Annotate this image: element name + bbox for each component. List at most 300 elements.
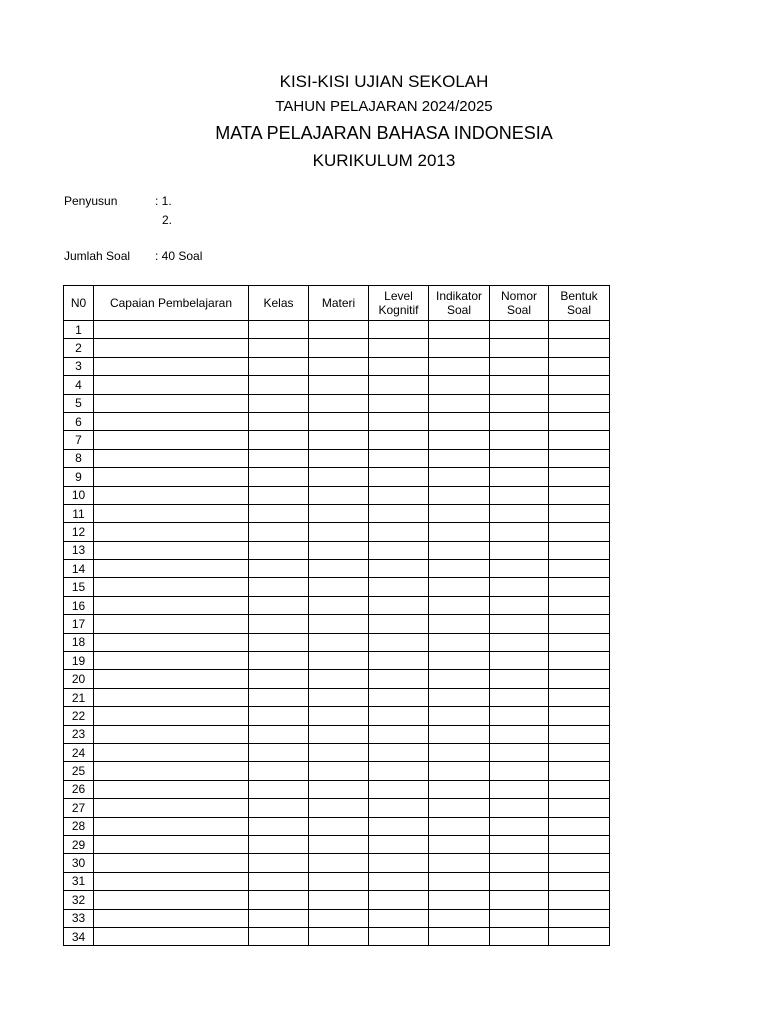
level-kognitif-cell[interactable]	[369, 891, 429, 909]
capaian-cell[interactable]	[94, 468, 249, 486]
indikator-soal-cell[interactable]	[429, 909, 490, 927]
table-row	[64, 431, 610, 449]
capaian-cell[interactable]	[94, 652, 249, 670]
nomor-soal-cell[interactable]	[490, 891, 549, 909]
level-kognitif-cell[interactable]	[369, 743, 429, 761]
kelas-cell[interactable]	[249, 927, 309, 945]
bentuk-soal-cell[interactable]	[549, 780, 610, 798]
row-number-cell: 19	[64, 652, 94, 670]
materi-cell[interactable]	[309, 431, 369, 449]
materi-cell[interactable]	[309, 799, 369, 817]
level-kognitif-cell[interactable]	[369, 854, 429, 872]
bentuk-soal-cell[interactable]	[549, 817, 610, 835]
bentuk-soal-cell[interactable]	[549, 449, 610, 467]
level-kognitif-cell[interactable]	[369, 688, 429, 706]
indikator-soal-cell[interactable]	[429, 872, 490, 890]
bentuk-soal-cell[interactable]	[549, 615, 610, 633]
indikator-soal-cell[interactable]	[429, 578, 490, 596]
nomor-soal-cell[interactable]	[490, 596, 549, 614]
kelas-cell[interactable]	[249, 578, 309, 596]
materi-cell[interactable]	[309, 376, 369, 394]
materi-cell[interactable]	[309, 486, 369, 504]
indikator-soal-cell[interactable]	[429, 854, 490, 872]
indikator-soal-cell[interactable]	[429, 376, 490, 394]
table-row	[64, 762, 610, 780]
materi-cell[interactable]	[309, 633, 369, 651]
indikator-soal-cell[interactable]	[429, 799, 490, 817]
kelas-cell[interactable]	[249, 596, 309, 614]
materi-cell[interactable]	[309, 854, 369, 872]
row-number-cell: 4	[64, 376, 94, 394]
kelas-cell[interactable]	[249, 339, 309, 357]
table-row	[64, 339, 610, 357]
bentuk-soal-cell[interactable]	[549, 376, 610, 394]
kelas-cell[interactable]	[249, 835, 309, 853]
bentuk-soal-cell[interactable]	[549, 799, 610, 817]
materi-cell[interactable]	[309, 321, 369, 339]
kelas-cell[interactable]	[249, 394, 309, 412]
level-kognitif-cell[interactable]	[369, 652, 429, 670]
level-kognitif-cell[interactable]	[369, 541, 429, 559]
kelas-cell[interactable]	[249, 817, 309, 835]
level-kognitif-cell[interactable]	[369, 321, 429, 339]
level-kognitif-cell[interactable]	[369, 799, 429, 817]
capaian-cell[interactable]	[94, 909, 249, 927]
materi-cell[interactable]	[309, 615, 369, 633]
capaian-cell[interactable]	[94, 707, 249, 725]
indikator-soal-cell[interactable]	[429, 633, 490, 651]
row-number-cell: 10	[64, 486, 94, 504]
col-header-kelas: Kelas	[249, 286, 309, 321]
indikator-soal-cell[interactable]	[429, 652, 490, 670]
materi-cell[interactable]	[309, 762, 369, 780]
table-row	[64, 799, 610, 817]
materi-cell[interactable]	[309, 927, 369, 945]
penyusun-value-1: : 1.	[155, 194, 172, 208]
kelas-cell[interactable]	[249, 670, 309, 688]
capaian-cell[interactable]	[94, 835, 249, 853]
capaian-cell[interactable]	[94, 688, 249, 706]
table-row	[64, 615, 610, 633]
level-kognitif-cell[interactable]	[369, 780, 429, 798]
kelas-cell[interactable]	[249, 799, 309, 817]
nomor-soal-cell[interactable]	[490, 523, 549, 541]
row-number-cell: 24	[64, 743, 94, 761]
penyusun-value-2: 2.	[162, 213, 173, 227]
table-row	[64, 854, 610, 872]
capaian-cell[interactable]	[94, 799, 249, 817]
bentuk-soal-cell[interactable]	[549, 468, 610, 486]
bentuk-soal-cell[interactable]	[549, 486, 610, 504]
indikator-soal-cell[interactable]	[429, 394, 490, 412]
row-number-cell: 13	[64, 541, 94, 559]
academic-year: TAHUN PELAJARAN 2024/2025	[275, 98, 493, 115]
materi-cell[interactable]	[309, 412, 369, 430]
capaian-cell[interactable]	[94, 321, 249, 339]
indikator-soal-cell[interactable]	[429, 449, 490, 467]
kelas-cell[interactable]	[249, 725, 309, 743]
level-kognitif-cell[interactable]	[369, 578, 429, 596]
nomor-soal-cell[interactable]	[490, 468, 549, 486]
row-number-cell: 30	[64, 854, 94, 872]
materi-cell[interactable]	[309, 357, 369, 375]
capaian-cell[interactable]	[94, 504, 249, 522]
capaian-cell[interactable]	[94, 891, 249, 909]
table-row	[64, 541, 610, 559]
materi-cell[interactable]	[309, 652, 369, 670]
bentuk-soal-cell[interactable]	[549, 578, 610, 596]
indikator-soal-cell[interactable]	[429, 560, 490, 578]
capaian-cell[interactable]	[94, 357, 249, 375]
capaian-cell[interactable]	[94, 560, 249, 578]
row-number-cell: 31	[64, 872, 94, 890]
indikator-soal-cell[interactable]	[429, 780, 490, 798]
bentuk-soal-cell[interactable]	[549, 762, 610, 780]
indikator-soal-cell[interactable]	[429, 817, 490, 835]
row-number-cell: 22	[64, 707, 94, 725]
nomor-soal-cell[interactable]	[490, 725, 549, 743]
penyusun-label: Penyusun	[64, 194, 118, 208]
nomor-soal-cell[interactable]	[490, 449, 549, 467]
bentuk-soal-cell[interactable]	[549, 891, 610, 909]
materi-cell[interactable]	[309, 909, 369, 927]
kelas-cell[interactable]	[249, 707, 309, 725]
materi-cell[interactable]	[309, 872, 369, 890]
nomor-soal-cell[interactable]	[490, 339, 549, 357]
materi-cell[interactable]	[309, 891, 369, 909]
materi-cell[interactable]	[309, 743, 369, 761]
row-number-cell: 32	[64, 891, 94, 909]
table-row	[64, 835, 610, 853]
materi-cell[interactable]	[309, 596, 369, 614]
level-kognitif-cell[interactable]	[369, 560, 429, 578]
indikator-soal-cell[interactable]	[429, 688, 490, 706]
nomor-soal-cell[interactable]	[490, 486, 549, 504]
col-header-materi: Materi	[309, 286, 369, 321]
bentuk-soal-cell[interactable]	[549, 431, 610, 449]
capaian-cell[interactable]	[94, 725, 249, 743]
kelas-cell[interactable]	[249, 652, 309, 670]
capaian-cell[interactable]	[94, 854, 249, 872]
materi-cell[interactable]	[309, 523, 369, 541]
indikator-soal-cell[interactable]	[429, 835, 490, 853]
level-kognitif-cell[interactable]	[369, 707, 429, 725]
table-row	[64, 652, 610, 670]
bentuk-soal-cell[interactable]	[549, 707, 610, 725]
level-kognitif-cell[interactable]	[369, 504, 429, 522]
nomor-soal-cell[interactable]	[490, 799, 549, 817]
kelas-cell[interactable]	[249, 854, 309, 872]
row-number-cell: 3	[64, 357, 94, 375]
bentuk-soal-cell[interactable]	[549, 652, 610, 670]
row-number-cell: 9	[64, 468, 94, 486]
kelas-cell[interactable]	[249, 321, 309, 339]
bentuk-soal-cell[interactable]	[549, 743, 610, 761]
materi-cell[interactable]	[309, 468, 369, 486]
nomor-soal-cell[interactable]	[490, 927, 549, 945]
table-row	[64, 449, 610, 467]
bentuk-soal-cell[interactable]	[549, 321, 610, 339]
capaian-cell[interactable]	[94, 412, 249, 430]
row-number-cell: 21	[64, 688, 94, 706]
row-number-cell: 17	[64, 615, 94, 633]
capaian-cell[interactable]	[94, 339, 249, 357]
kelas-cell[interactable]	[249, 504, 309, 522]
bentuk-soal-cell[interactable]	[549, 339, 610, 357]
kisi-kisi-table	[63, 285, 610, 946]
materi-cell[interactable]	[309, 449, 369, 467]
nomor-soal-cell[interactable]	[490, 743, 549, 761]
nomor-soal-cell[interactable]	[490, 376, 549, 394]
capaian-cell[interactable]	[94, 615, 249, 633]
level-kognitif-cell[interactable]	[369, 449, 429, 467]
capaian-cell[interactable]	[94, 541, 249, 559]
table-row	[64, 321, 610, 339]
level-kognitif-cell[interactable]	[369, 909, 429, 927]
table-row	[64, 817, 610, 835]
level-kognitif-cell[interactable]	[369, 725, 429, 743]
jumlah-soal-value: : 40 Soal	[155, 249, 203, 263]
table-row	[64, 670, 610, 688]
col-header-capaian: Capaian Pembelajaran	[94, 286, 249, 321]
capaian-cell[interactable]	[94, 394, 249, 412]
row-number-cell: 27	[64, 799, 94, 817]
level-kognitif-cell[interactable]	[369, 670, 429, 688]
row-number-cell: 29	[64, 835, 94, 853]
capaian-cell[interactable]	[94, 817, 249, 835]
kelas-cell[interactable]	[249, 486, 309, 504]
indikator-soal-cell[interactable]	[429, 523, 490, 541]
materi-cell[interactable]	[309, 835, 369, 853]
bentuk-soal-cell[interactable]	[549, 412, 610, 430]
kelas-cell[interactable]	[249, 449, 309, 467]
nomor-soal-cell[interactable]	[490, 412, 549, 430]
indikator-soal-cell[interactable]	[429, 615, 490, 633]
kelas-cell[interactable]	[249, 357, 309, 375]
table-row	[64, 394, 610, 412]
capaian-cell[interactable]	[94, 872, 249, 890]
indikator-soal-cell[interactable]	[429, 743, 490, 761]
nomor-soal-cell[interactable]	[490, 780, 549, 798]
kelas-cell[interactable]	[249, 376, 309, 394]
bentuk-soal-cell[interactable]	[549, 523, 610, 541]
table-row	[64, 688, 610, 706]
row-number-cell: 33	[64, 909, 94, 927]
nomor-soal-cell[interactable]	[490, 633, 549, 651]
table-row	[64, 927, 610, 945]
capaian-cell[interactable]	[94, 743, 249, 761]
capaian-cell[interactable]	[94, 596, 249, 614]
row-number-cell: 2	[64, 339, 94, 357]
row-number-cell: 14	[64, 560, 94, 578]
level-kognitif-cell[interactable]	[369, 596, 429, 614]
level-kognitif-cell[interactable]	[369, 762, 429, 780]
kelas-cell[interactable]	[249, 688, 309, 706]
indikator-soal-cell[interactable]	[429, 412, 490, 430]
level-kognitif-cell[interactable]	[369, 376, 429, 394]
bentuk-soal-cell[interactable]	[549, 596, 610, 614]
bentuk-soal-cell[interactable]	[549, 835, 610, 853]
kelas-cell[interactable]	[249, 872, 309, 890]
nomor-soal-cell[interactable]	[490, 615, 549, 633]
doc-title: KISI-KISI UJIAN SEKOLAH	[279, 72, 489, 91]
capaian-cell[interactable]	[94, 449, 249, 467]
kelas-cell[interactable]	[249, 560, 309, 578]
materi-cell[interactable]	[309, 504, 369, 522]
nomor-soal-cell[interactable]	[490, 909, 549, 927]
nomor-soal-cell[interactable]	[490, 321, 549, 339]
kelas-cell[interactable]	[249, 412, 309, 430]
row-number-cell: 34	[64, 927, 94, 945]
indikator-soal-cell[interactable]	[429, 468, 490, 486]
row-number-cell: 12	[64, 523, 94, 541]
bentuk-soal-cell[interactable]	[549, 688, 610, 706]
table-row	[64, 707, 610, 725]
level-kognitif-cell[interactable]	[369, 817, 429, 835]
level-kognitif-cell[interactable]	[369, 394, 429, 412]
kelas-cell[interactable]	[249, 743, 309, 761]
materi-cell[interactable]	[309, 339, 369, 357]
level-kognitif-cell[interactable]	[369, 872, 429, 890]
level-kognitif-cell[interactable]	[369, 835, 429, 853]
nomor-soal-cell[interactable]	[490, 817, 549, 835]
capaian-cell[interactable]	[94, 376, 249, 394]
kelas-cell[interactable]	[249, 891, 309, 909]
row-number-cell: 8	[64, 449, 94, 467]
capaian-cell[interactable]	[94, 431, 249, 449]
table-row	[64, 596, 610, 614]
capaian-cell[interactable]	[94, 633, 249, 651]
indikator-soal-cell[interactable]	[429, 486, 490, 504]
bentuk-soal-cell[interactable]	[549, 854, 610, 872]
nomor-soal-cell[interactable]	[490, 394, 549, 412]
nomor-soal-cell[interactable]	[490, 357, 549, 375]
capaian-cell[interactable]	[94, 486, 249, 504]
table-row	[64, 909, 610, 927]
nomor-soal-cell[interactable]	[490, 688, 549, 706]
indikator-soal-cell[interactable]	[429, 670, 490, 688]
bentuk-soal-cell[interactable]	[549, 927, 610, 945]
kelas-cell[interactable]	[249, 541, 309, 559]
indikator-soal-cell[interactable]	[429, 725, 490, 743]
materi-cell[interactable]	[309, 688, 369, 706]
indikator-soal-cell[interactable]	[429, 431, 490, 449]
capaian-cell[interactable]	[94, 762, 249, 780]
bentuk-soal-cell[interactable]	[549, 670, 610, 688]
kelas-cell[interactable]	[249, 762, 309, 780]
indikator-soal-cell[interactable]	[429, 321, 490, 339]
bentuk-soal-cell[interactable]	[549, 725, 610, 743]
bentuk-soal-cell[interactable]	[549, 504, 610, 522]
indikator-soal-cell[interactable]	[429, 762, 490, 780]
indikator-soal-cell[interactable]	[429, 357, 490, 375]
kelas-cell[interactable]	[249, 615, 309, 633]
indikator-soal-cell[interactable]	[429, 927, 490, 945]
level-kognitif-cell[interactable]	[369, 339, 429, 357]
jumlah-soal-label: Jumlah Soal	[64, 249, 131, 263]
capaian-cell[interactable]	[94, 927, 249, 945]
bentuk-soal-cell[interactable]	[549, 872, 610, 890]
indikator-soal-cell[interactable]	[429, 504, 490, 522]
capaian-cell[interactable]	[94, 523, 249, 541]
capaian-cell[interactable]	[94, 780, 249, 798]
table-row	[64, 486, 610, 504]
indikator-soal-cell[interactable]	[429, 339, 490, 357]
nomor-soal-cell[interactable]	[490, 707, 549, 725]
level-kognitif-cell[interactable]	[369, 523, 429, 541]
nomor-soal-cell[interactable]	[490, 854, 549, 872]
bentuk-soal-cell[interactable]	[549, 357, 610, 375]
table-row	[64, 468, 610, 486]
materi-cell[interactable]	[309, 707, 369, 725]
bentuk-soal-cell[interactable]	[549, 560, 610, 578]
row-number-cell: 18	[64, 633, 94, 651]
nomor-soal-cell[interactable]	[490, 835, 549, 853]
nomor-soal-cell[interactable]	[490, 670, 549, 688]
nomor-soal-cell[interactable]	[490, 762, 549, 780]
kelas-cell[interactable]	[249, 523, 309, 541]
table-row	[64, 523, 610, 541]
indikator-soal-cell[interactable]	[429, 596, 490, 614]
materi-cell[interactable]	[309, 725, 369, 743]
kelas-cell[interactable]	[249, 909, 309, 927]
nomor-soal-cell[interactable]	[490, 652, 549, 670]
col-header-level-kognitif: Level Kognitif	[369, 286, 429, 321]
bentuk-soal-cell[interactable]	[549, 633, 610, 651]
row-number-cell: 11	[64, 504, 94, 522]
col-header-bentuk-soal: Bentuk Soal	[549, 286, 610, 321]
indikator-soal-cell[interactable]	[429, 541, 490, 559]
materi-cell[interactable]	[309, 541, 369, 559]
bentuk-soal-cell[interactable]	[549, 909, 610, 927]
bentuk-soal-cell[interactable]	[549, 394, 610, 412]
row-number-cell: 28	[64, 817, 94, 835]
materi-cell[interactable]	[309, 670, 369, 688]
nomor-soal-cell[interactable]	[490, 431, 549, 449]
kelas-cell[interactable]	[249, 468, 309, 486]
level-kognitif-cell[interactable]	[369, 431, 429, 449]
nomor-soal-cell[interactable]	[490, 541, 549, 559]
nomor-soal-cell[interactable]	[490, 872, 549, 890]
table-header-row	[64, 286, 610, 321]
indikator-soal-cell[interactable]	[429, 891, 490, 909]
kelas-cell[interactable]	[249, 633, 309, 651]
materi-cell[interactable]	[309, 817, 369, 835]
level-kognitif-cell[interactable]	[369, 633, 429, 651]
materi-cell[interactable]	[309, 780, 369, 798]
capaian-cell[interactable]	[94, 578, 249, 596]
nomor-soal-cell[interactable]	[490, 504, 549, 522]
capaian-cell[interactable]	[94, 670, 249, 688]
bentuk-soal-cell[interactable]	[549, 541, 610, 559]
level-kognitif-cell[interactable]	[369, 615, 429, 633]
level-kognitif-cell[interactable]	[369, 468, 429, 486]
kelas-cell[interactable]	[249, 780, 309, 798]
kelas-cell[interactable]	[249, 431, 309, 449]
level-kognitif-cell[interactable]	[369, 357, 429, 375]
level-kognitif-cell[interactable]	[369, 927, 429, 945]
nomor-soal-cell[interactable]	[490, 560, 549, 578]
materi-cell[interactable]	[309, 560, 369, 578]
indikator-soal-cell[interactable]	[429, 707, 490, 725]
nomor-soal-cell[interactable]	[490, 578, 549, 596]
table-row	[64, 780, 610, 798]
level-kognitif-cell[interactable]	[369, 412, 429, 430]
materi-cell[interactable]	[309, 394, 369, 412]
table-row	[64, 633, 610, 651]
materi-cell[interactable]	[309, 578, 369, 596]
level-kognitif-cell[interactable]	[369, 486, 429, 504]
